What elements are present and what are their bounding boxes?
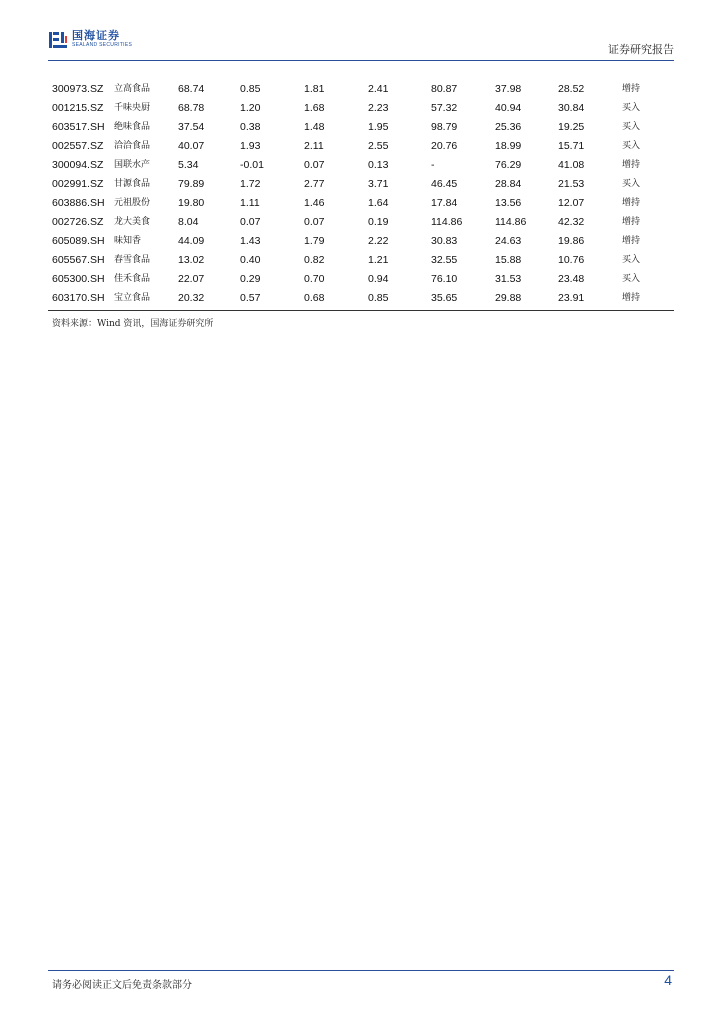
price-cell: 20.32 <box>178 292 205 304</box>
table-row <box>48 213 674 232</box>
eps-cell-1: 0.85 <box>240 83 261 95</box>
rating-cell: 买入 <box>622 122 641 132</box>
table-bottom-rule <box>48 310 674 311</box>
table-row <box>48 194 674 213</box>
pe-cell-1: 46.45 <box>431 178 458 190</box>
stock-code: 001215.SZ <box>52 102 104 114</box>
company-name: 春雪食品 <box>114 255 151 265</box>
table-row <box>48 118 674 137</box>
pe-cell-2: 37.98 <box>495 83 522 95</box>
eps-cell-1: 0.07 <box>240 216 261 228</box>
pe-cell-2: 31.53 <box>495 273 522 285</box>
company-name: 洽洽食品 <box>114 141 151 151</box>
company-name: 元祖股份 <box>114 198 151 208</box>
table-row <box>48 175 674 194</box>
disclaimer-note: 请务必阅读正文后免责条款部分 <box>52 980 192 991</box>
eps-cell-1: 0.40 <box>240 254 261 266</box>
eps-cell-3: 0.13 <box>368 159 389 171</box>
company-name: 国联水产 <box>114 160 151 170</box>
rating-cell: 增持 <box>622 198 641 208</box>
stock-valuation-table <box>48 80 674 308</box>
pe-cell-1: 114.86 <box>431 216 463 228</box>
pe-cell-2: 28.84 <box>495 178 522 190</box>
page-number: 4 <box>664 972 672 988</box>
eps-cell-1: 0.38 <box>240 121 261 133</box>
company-name: 千味央厨 <box>114 103 151 113</box>
rating-cell: 买入 <box>622 255 641 265</box>
pe-cell-2: 40.94 <box>495 102 522 114</box>
pe-cell-3: 21.53 <box>558 178 585 190</box>
eps-cell-3: 0.85 <box>368 292 389 304</box>
pe-cell-1: 20.76 <box>431 140 458 152</box>
stock-code: 002991.SZ <box>52 178 104 190</box>
pe-cell-1: 17.84 <box>431 197 458 209</box>
company-name: 佳禾食品 <box>114 274 151 284</box>
eps-cell-1: 1.11 <box>240 197 260 209</box>
company-name: 味知香 <box>114 236 142 246</box>
stock-code: 300973.SZ <box>52 83 104 95</box>
eps-cell-1: -0.01 <box>240 159 264 171</box>
eps-cell-2: 1.81 <box>304 83 325 95</box>
rating-cell: 增持 <box>622 84 641 94</box>
stock-code: 603170.SH <box>52 292 105 304</box>
rating-cell: 增持 <box>622 217 641 227</box>
stock-code: 300094.SZ <box>52 159 104 171</box>
table-row <box>48 251 674 270</box>
price-cell: 13.02 <box>178 254 205 266</box>
price-cell: 5.34 <box>178 159 199 171</box>
pe-cell-2: 24.63 <box>495 235 522 247</box>
rating-cell: 买入 <box>622 274 641 284</box>
price-cell: 79.89 <box>178 178 205 190</box>
stock-code: 605089.SH <box>52 235 105 247</box>
price-cell: 68.74 <box>178 83 205 95</box>
logo-chinese-name: 国海证券 <box>72 29 120 42</box>
eps-cell-3: 1.64 <box>368 197 389 209</box>
logo-english-name: SEALAND SECURITIES <box>72 42 133 48</box>
eps-cell-3: 2.41 <box>368 83 389 95</box>
price-cell: 37.54 <box>178 121 205 133</box>
pe-cell-3: 41.08 <box>558 159 585 171</box>
footer-rule <box>48 970 674 971</box>
table-row <box>48 289 674 308</box>
eps-cell-3: 0.19 <box>368 216 389 228</box>
eps-cell-2: 0.68 <box>304 292 325 304</box>
eps-cell-1: 1.93 <box>240 140 261 152</box>
pe-cell-2: 13.56 <box>495 197 522 209</box>
eps-cell-1: 1.72 <box>240 178 261 190</box>
pe-cell-2: 15.88 <box>495 254 522 266</box>
eps-cell-1: 0.29 <box>240 273 261 285</box>
stock-code: 605300.SH <box>52 273 105 285</box>
eps-cell-2: 0.70 <box>304 273 325 285</box>
company-name: 绝味食品 <box>114 122 151 132</box>
eps-cell-3: 1.95 <box>368 121 389 133</box>
eps-cell-2: 2.11 <box>304 140 324 152</box>
eps-cell-2: 0.82 <box>304 254 325 266</box>
company-name: 甘源食品 <box>114 179 151 189</box>
eps-cell-3: 2.23 <box>368 102 389 114</box>
company-name: 龙大美食 <box>114 217 151 227</box>
pe-cell-3: 15.71 <box>558 140 585 152</box>
sealand-logo <box>48 30 132 54</box>
eps-cell-3: 1.21 <box>368 254 389 266</box>
rating-cell: 买入 <box>622 103 641 113</box>
pe-cell-2: 29.88 <box>495 292 522 304</box>
pe-cell-1: 32.55 <box>431 254 458 266</box>
eps-cell-3: 2.22 <box>368 235 389 247</box>
company-name: 立高食品 <box>114 84 151 94</box>
eps-cell-1: 1.20 <box>240 102 261 114</box>
price-cell: 68.78 <box>178 102 205 114</box>
price-cell: 8.04 <box>178 216 199 228</box>
pe-cell-1: - <box>431 159 435 171</box>
eps-cell-2: 0.07 <box>304 216 325 228</box>
eps-cell-1: 0.57 <box>240 292 261 304</box>
page-header <box>48 28 674 61</box>
table-row <box>48 99 674 118</box>
pe-cell-3: 30.84 <box>558 102 585 114</box>
pe-cell-3: 19.86 <box>558 235 585 247</box>
stock-code: 603886.SH <box>52 197 105 209</box>
rating-cell: 买入 <box>622 141 641 151</box>
pe-cell-3: 10.76 <box>558 254 585 266</box>
price-cell: 40.07 <box>178 140 205 152</box>
eps-cell-2: 1.68 <box>304 102 325 114</box>
rating-cell: 增持 <box>622 293 641 303</box>
table-source-note: 资料来源：Wind 资讯，国海证券研究所 <box>52 319 214 329</box>
eps-cell-2: 1.79 <box>304 235 325 247</box>
eps-cell-2: 1.48 <box>304 121 325 133</box>
pe-cell-1: 76.10 <box>431 273 458 285</box>
pe-cell-3: 12.07 <box>558 197 585 209</box>
pe-cell-3: 23.48 <box>558 273 585 285</box>
eps-cell-3: 2.55 <box>368 140 389 152</box>
pe-cell-2: 25.36 <box>495 121 522 133</box>
pe-cell-1: 35.65 <box>431 292 458 304</box>
price-cell: 19.80 <box>178 197 205 209</box>
table-row <box>48 232 674 251</box>
stock-code: 605567.SH <box>52 254 105 266</box>
price-cell: 22.07 <box>178 273 205 285</box>
pe-cell-2: 76.29 <box>495 159 522 171</box>
eps-cell-3: 3.71 <box>368 178 389 190</box>
rating-cell: 买入 <box>622 179 641 189</box>
stock-code: 002557.SZ <box>52 140 104 152</box>
table-row <box>48 270 674 289</box>
stock-code: 002726.SZ <box>52 216 104 228</box>
pe-cell-3: 23.91 <box>558 292 585 304</box>
company-name: 宝立食品 <box>114 293 151 303</box>
table-row <box>48 80 674 99</box>
pe-cell-1: 98.79 <box>431 121 458 133</box>
eps-cell-2: 1.46 <box>304 197 325 209</box>
price-cell: 44.09 <box>178 235 205 247</box>
eps-cell-2: 2.77 <box>304 178 325 190</box>
pe-cell-3: 19.25 <box>558 121 585 133</box>
table-row <box>48 137 674 156</box>
sealand-logo-icon <box>48 30 68 50</box>
report-type-label: 证券研究报告 <box>608 43 674 56</box>
eps-cell-3: 0.94 <box>368 273 389 285</box>
pe-cell-2: 114.86 <box>495 216 527 228</box>
rating-cell: 增持 <box>622 160 641 170</box>
pe-cell-3: 28.52 <box>558 83 585 95</box>
stock-code: 603517.SH <box>52 121 105 133</box>
pe-cell-1: 30.83 <box>431 235 458 247</box>
eps-cell-2: 0.07 <box>304 159 325 171</box>
rating-cell: 增持 <box>622 236 641 246</box>
pe-cell-1: 80.87 <box>431 83 458 95</box>
pe-cell-2: 18.99 <box>495 140 522 152</box>
pe-cell-3: 42.32 <box>558 216 585 228</box>
pe-cell-1: 57.32 <box>431 102 458 114</box>
table-row <box>48 156 674 175</box>
eps-cell-1: 1.43 <box>240 235 261 247</box>
